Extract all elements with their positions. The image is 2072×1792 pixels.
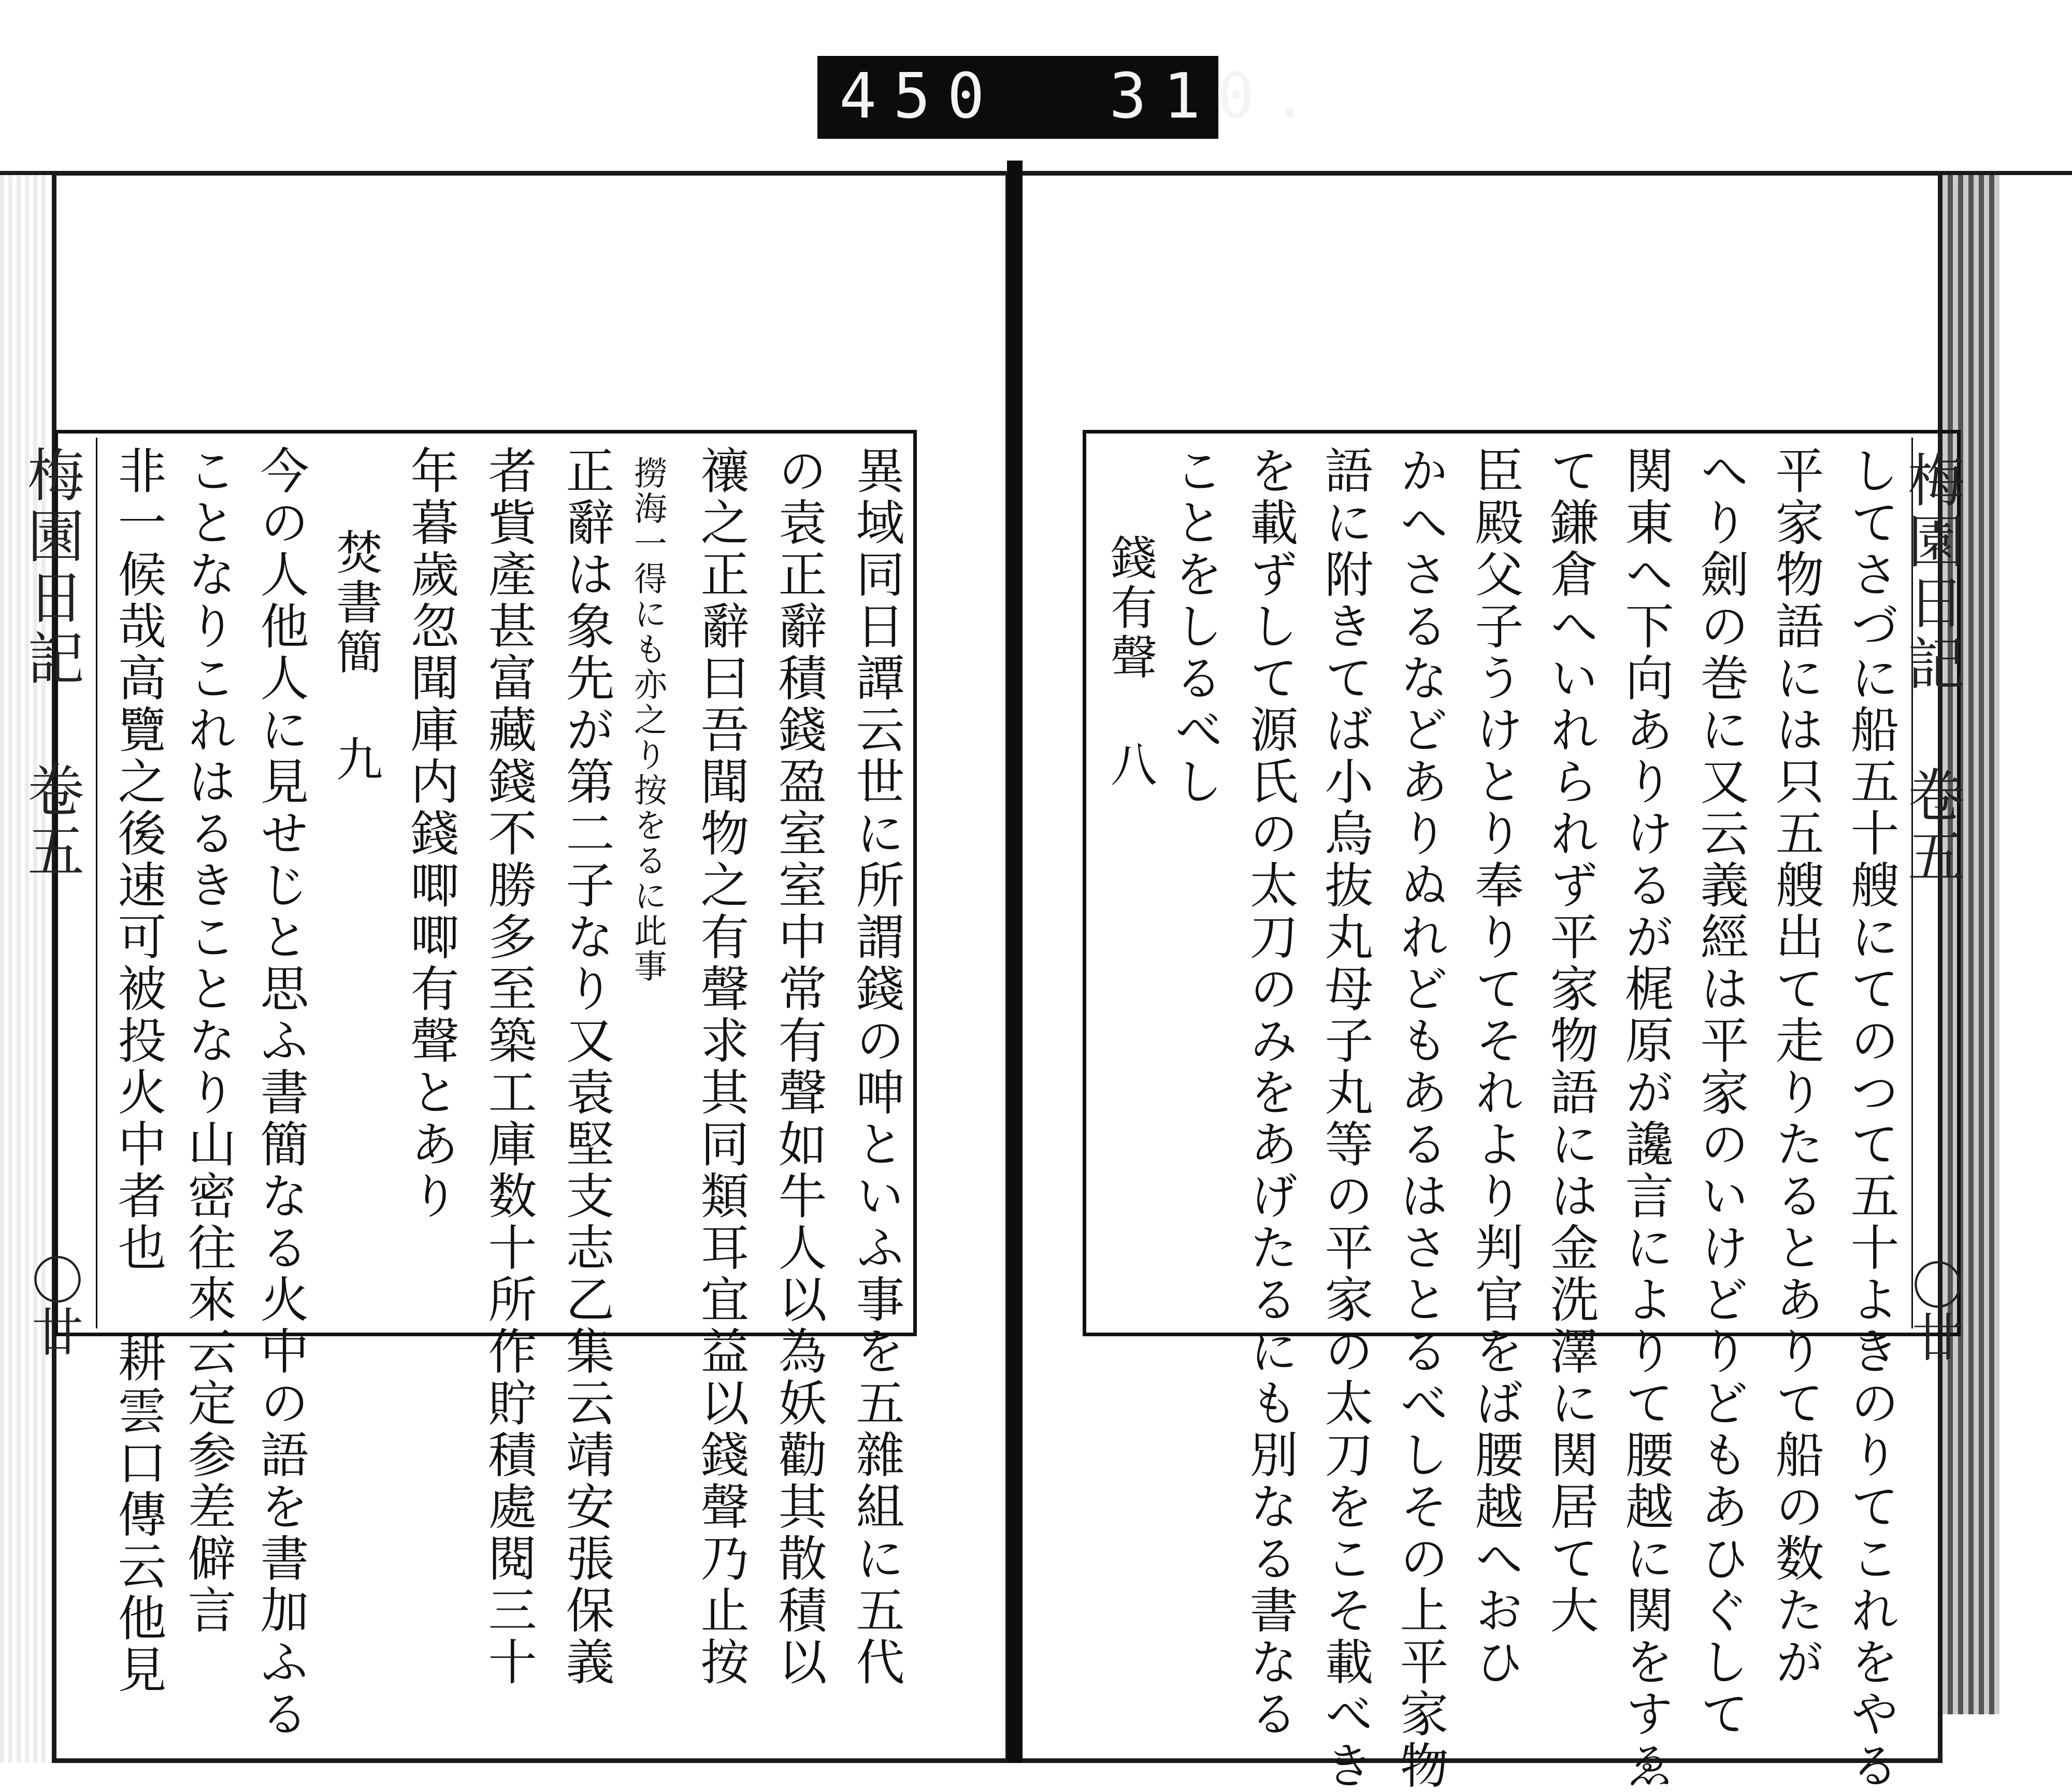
right-margin-page-number: 〇廿 xyxy=(1903,1259,1964,1362)
right-margin-title: 梅園日記 卷五 xyxy=(1898,451,1965,888)
book-edge-left xyxy=(0,171,50,1763)
text-column: 関東へ下向ありけるが梶原が讒言によりて腰越に関をすゑ xyxy=(1617,445,1673,1792)
text-column: 非一候哉高覽之後速可被投火中者也 耕雲口傳云他見 xyxy=(109,445,166,1696)
left-margin-title: 梅園日記 卷五 xyxy=(18,445,84,883)
text-column: 平家物語には只五艘出て走りたるとありて船の数たが xyxy=(1767,445,1823,1688)
text-column: を載ずして源氏の太刀のみをあげたるにも別なる書なる xyxy=(1241,445,1298,1740)
book-gutter xyxy=(1007,161,1023,1763)
section-heading: 焚書簡 九 xyxy=(328,528,382,785)
small-note-column: 撈海一得にも亦之り按をるに此事 xyxy=(628,456,667,984)
text-column: 語に附きてば小烏抜丸母子丸等の平家の太刀をこそ載べき xyxy=(1316,445,1373,1792)
text-column: て鎌倉へいれられず平家物語には金洗澤に関居て大 xyxy=(1542,445,1598,1637)
text-column: ことをしるべし xyxy=(1166,445,1222,808)
text-column: 年暮歲忽聞庫内錢唧唧有聲とあり xyxy=(402,445,458,1222)
catalog-label: 450 310. xyxy=(839,61,1326,133)
text-column: 臣殿父子うけとり奉りてそれより判官をば腰越へおひ xyxy=(1466,445,1523,1688)
text-column: へり劍の巻に又云義經は平家のいけどりどもあひぐして xyxy=(1692,445,1748,1740)
text-column: かへさるなどありぬれどもあるはさとるべしその上平家物 xyxy=(1391,445,1448,1792)
text-column: の袁正辭積錢盈室室中常有聲如牛人以為妖勸其散積以 xyxy=(770,445,826,1688)
text-column: 者貲產甚富藏錢不勝多至築工庫数十所作貯積處閱三十 xyxy=(480,445,536,1688)
section-heading: 錢有聲 八 xyxy=(1102,533,1157,790)
left-margin-page-number: 〇廿 xyxy=(23,1253,83,1357)
text-column: 異域同日譚云世に所謂錢の呻といふ事を五雜組に五代 xyxy=(847,445,904,1688)
text-column: 正辭は象先が第二子なり又袁堅支志乙集云靖安張保義 xyxy=(557,445,614,1688)
left-inner-rule xyxy=(96,438,97,1328)
text-column: 今の人他人に見せじと思ふ書簡なる火中の語を書加ふる xyxy=(252,445,308,1740)
text-column: ことなりこれはるきことなり山密往來云定参差僻言 xyxy=(179,445,236,1637)
text-column: 禳之正辭曰吾聞物之有聲求其同類耳宜益以錢聲乃止按 xyxy=(692,445,749,1688)
text-column: してさづに船五十艘にてのつて五十よきのりてこれをやる xyxy=(1842,445,1898,1792)
